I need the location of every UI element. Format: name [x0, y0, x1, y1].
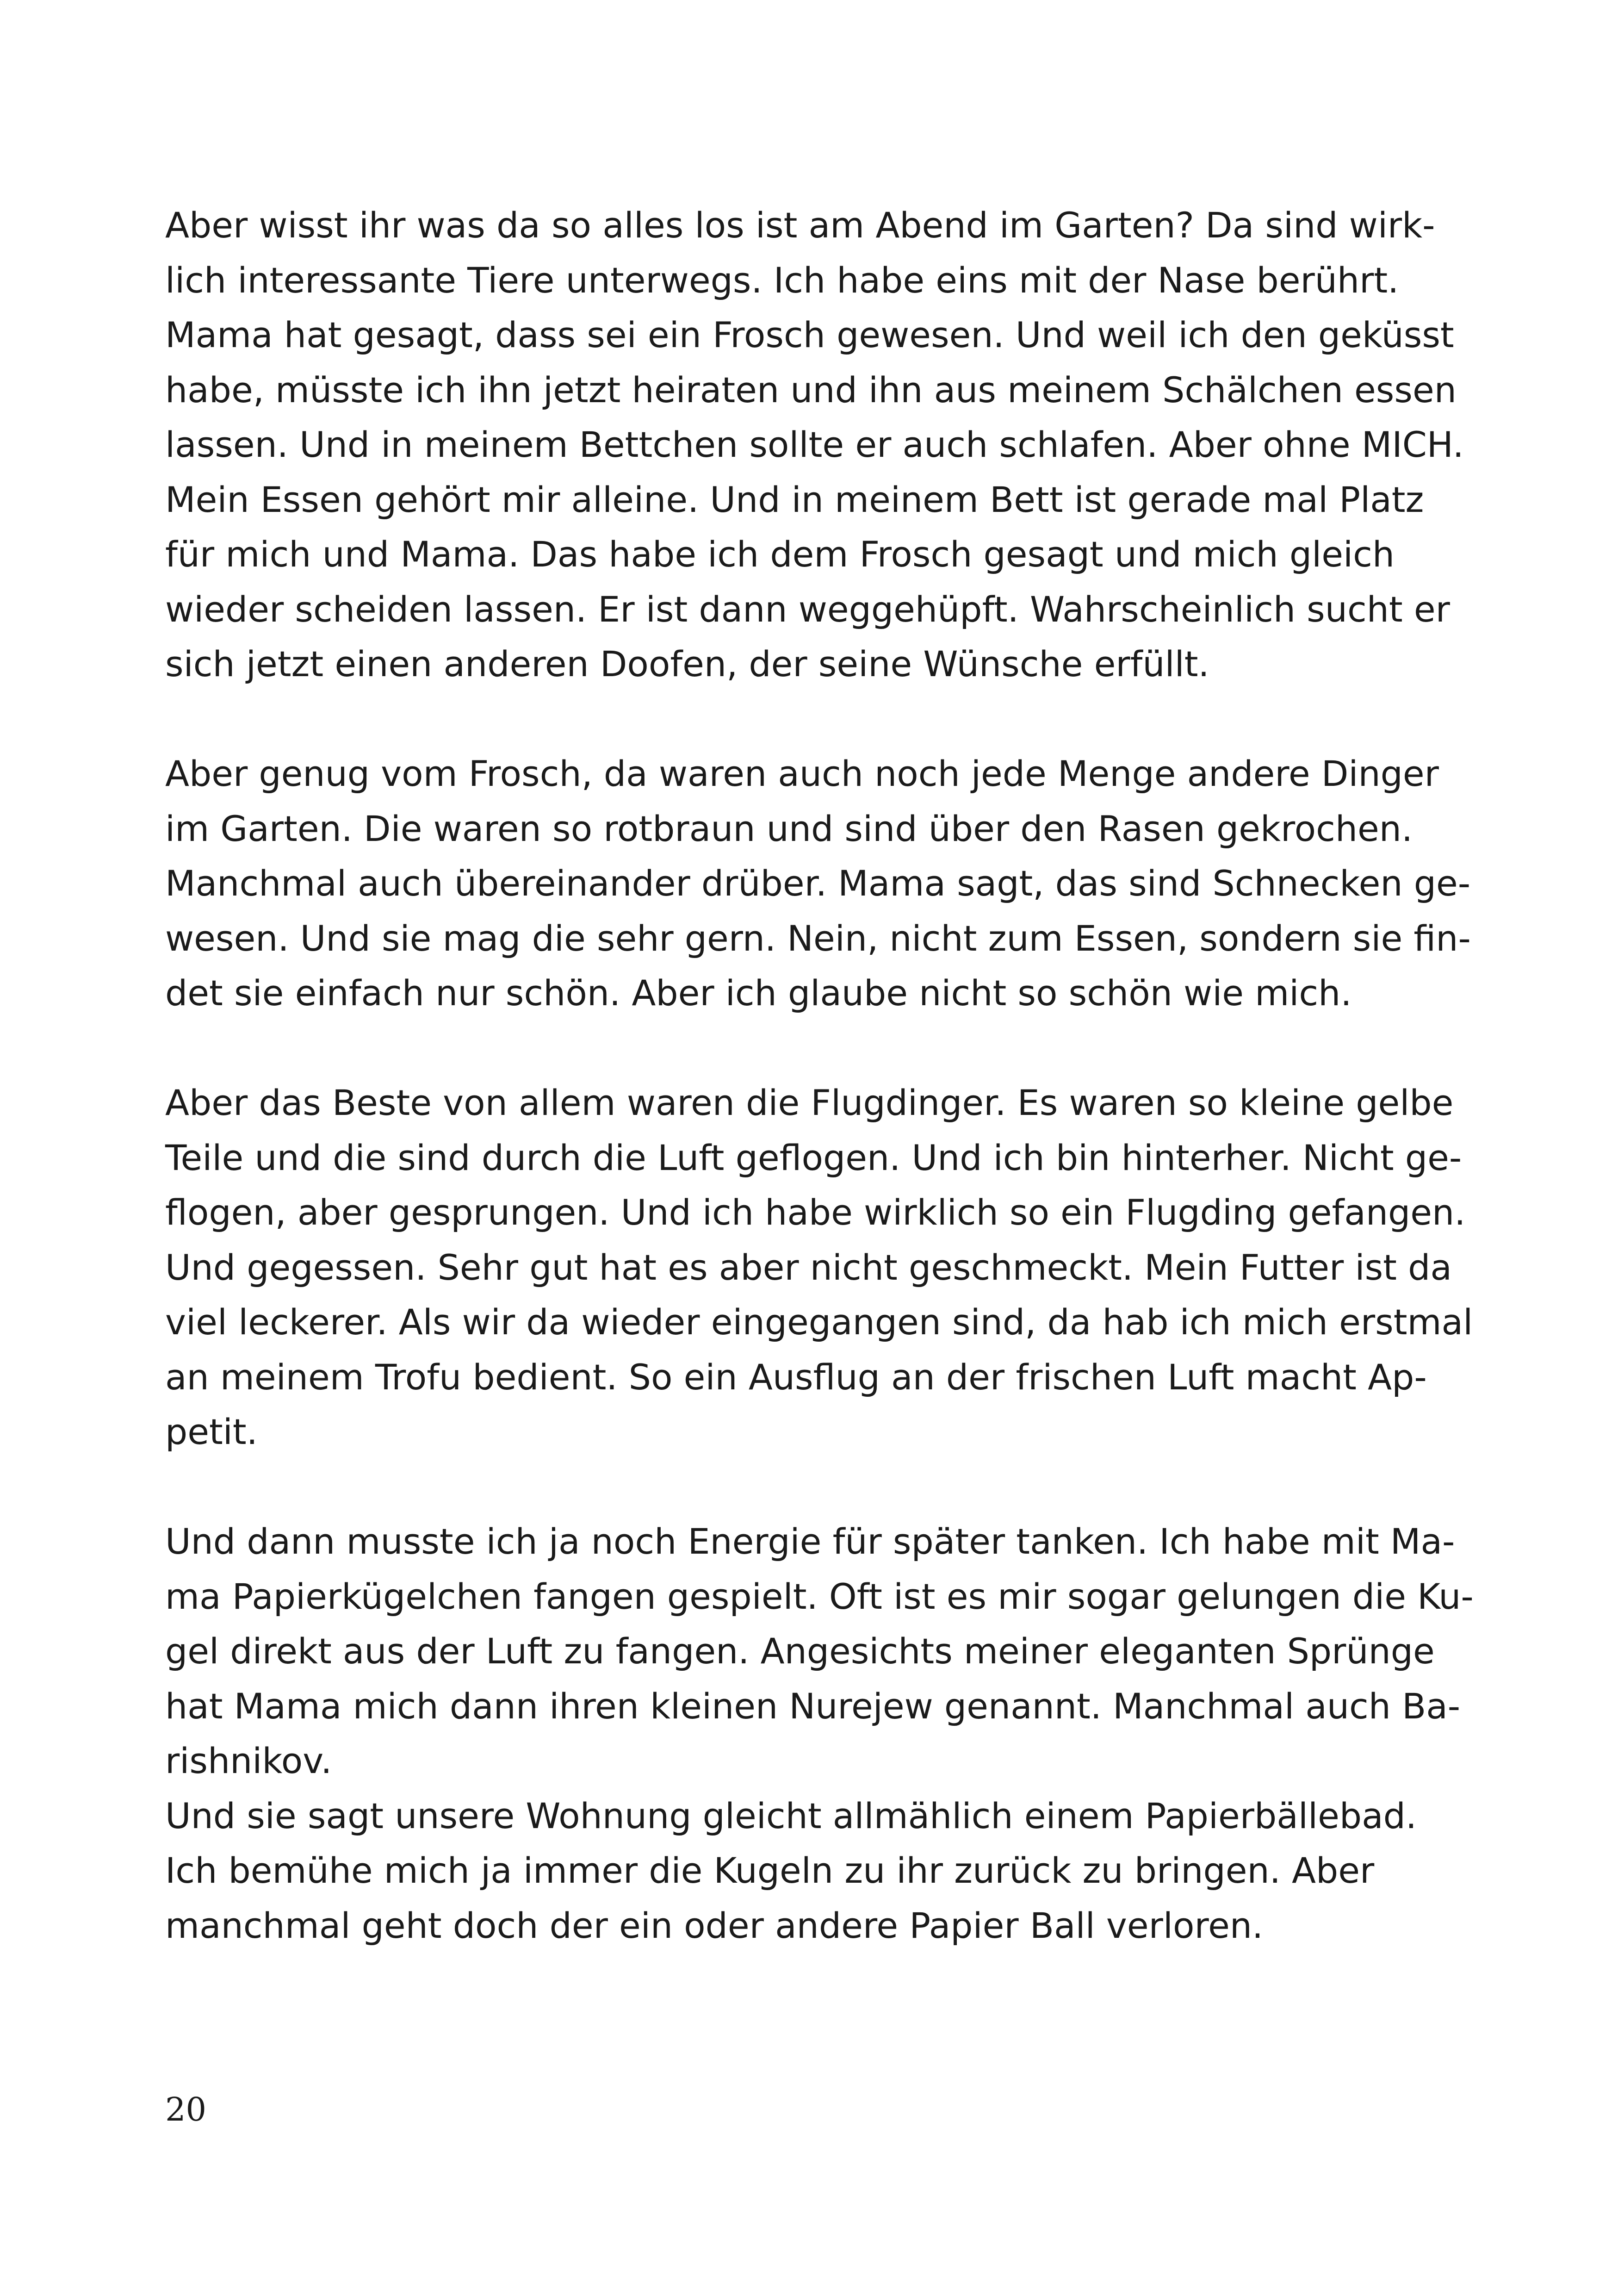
text-line: det sie einfach nur schön. Aber ich glaube nicht so schön wie mich. — [165, 972, 1352, 1014]
text-line: gel direkt aus der Luft zu fangen. Angesichts meiner eleganten Sprünge — [165, 1630, 1435, 1672]
text-line: Und sie sagt unsere Wohnung gleicht allmählich einem Papierbällebad. — [165, 1795, 1417, 1836]
text-line: Aber genug vom Frosch, da waren auch noch jede Menge andere Dinger — [165, 753, 1439, 794]
text-line: wieder scheiden lassen. Er ist dann weggehüpft. Wahrscheinlich sucht er — [165, 588, 1450, 630]
text-line: an meinem Trofu bedient. So ein Ausflug an der frischen Luft macht Ap- — [165, 1356, 1427, 1398]
page-number: 20 — [165, 2091, 207, 2128]
text-line: habe, müsste ich ihn jetzt heiraten und ihn aus meinem Schälchen essen — [165, 369, 1457, 411]
text-line: rishnikov. — [165, 1740, 332, 1781]
text-line: Manchmal auch übereinander drüber. Mama sagt, das sind Schnecken ge- — [165, 863, 1471, 904]
text-line: Aber das Beste von allem waren die Flugdinger. Es waren so kleine gelbe — [165, 1082, 1454, 1123]
text-line: viel leckerer. Als wir da wieder eingegangen sind, da hab ich mich erstmal — [165, 1301, 1473, 1343]
text-line: petit. — [165, 1411, 258, 1452]
text-line: Und gegessen. Sehr gut hat es aber nicht geschmeckt. Mein Futter ist da — [165, 1246, 1452, 1288]
text-line: flogen, aber gesprungen. Und ich habe wirklich so ein Flugding gefangen. — [165, 1192, 1466, 1233]
text-line: Aber wisst ihr was da so alles los ist am Abend im Garten? Da sind wirk- — [165, 205, 1435, 246]
paragraph-frog — [165, 198, 1464, 692]
text-line: Und dann musste ich ja noch Energie für später tanken. Ich habe mit Ma- — [165, 1521, 1455, 1562]
text-line: Mein Essen gehört mir alleine. Und in meinem Bett ist gerade mal Platz — [165, 479, 1424, 520]
paragraph-snails — [165, 747, 1471, 1021]
paragraph-ball-pit — [165, 1789, 1461, 1954]
text-line: hat Mama mich dann ihren kleinen Nurejew genannt. Manchmal auch Ba- — [165, 1685, 1461, 1727]
text-line: ma Papierkügelchen fangen gespielt. Oft ist es mir sogar gelungen die Ku- — [165, 1575, 1474, 1617]
text-line: lich interessante Tiere unterwegs. Ich habe eins mit der Nase berührt. — [165, 259, 1399, 301]
text-line: Teile und die sind durch die Luft geflogen. Und ich bin hinterher. Nicht ge- — [165, 1137, 1462, 1178]
text-line: Ich bemühe mich ja immer die Kugeln zu ihr zurück zu bringen. Aber — [165, 1850, 1375, 1891]
paragraph-paper-balls — [165, 1514, 1474, 1789]
text-line: Mama hat gesagt, dass sei ein Frosch gewesen. Und weil ich den geküsst — [165, 314, 1454, 355]
text-line: manchmal geht doch der ein oder andere Papier Ball verloren. — [165, 1904, 1264, 1946]
paragraph-flying-things — [165, 1076, 1473, 1460]
text-line: wesen. Und sie mag die sehr gern. Nein, nicht zum Essen, sondern sie fin- — [165, 917, 1471, 959]
text-line: im Garten. Die waren so rotbraun und sind über den Rasen gekrochen. — [165, 808, 1413, 849]
body-text — [165, 198, 1474, 1953]
text-line: lassen. Und in meinem Bettchen sollte er auch schlafen. Aber ohne MICH. — [165, 424, 1464, 465]
text-line: sich jetzt einen anderen Doofen, der seine Wünsche erfüllt. — [165, 643, 1209, 684]
text-line: für mich und Mama. Das habe ich dem Frosch gesagt und mich gleich — [165, 534, 1395, 575]
